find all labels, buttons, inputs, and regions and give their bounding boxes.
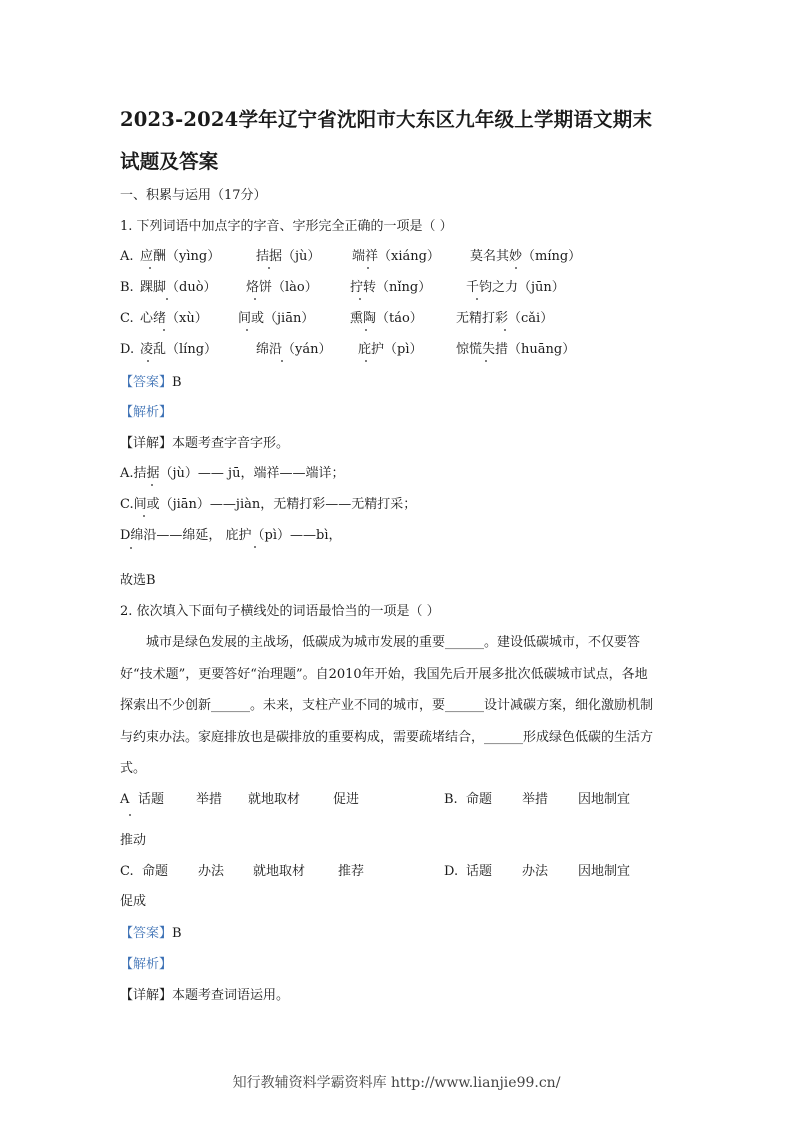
option-letter: B.	[120, 280, 134, 295]
emphasis-dot	[143, 515, 145, 517]
answer-value: B	[172, 375, 182, 390]
option-item: 惊慌失措（huāng）	[456, 342, 576, 357]
option-item: 烙饼（lào）	[246, 280, 318, 295]
option-item: 办法	[198, 864, 225, 879]
option-item: 命题	[466, 792, 493, 807]
option-item: 间或（jiān）	[238, 311, 315, 326]
page-footer: 知行教辅资料学霸资料库 http://www.lianjie99.cn/	[232, 1075, 561, 1091]
detail-text: 本题考查词语运用。	[172, 988, 290, 1003]
option-letter: C.	[120, 864, 134, 879]
q1-analysis-tag: 【解析】	[120, 405, 173, 420]
question-2-stem: 2. 依次填入下面句子横线处的词语最恰当的一项是（ ）	[120, 604, 440, 619]
q2-passage: 城市是绿色发展的主战场，低碳成为城市发展的重要______。建设低碳城市，不仅要答好“技术题”，更要答好“治理题”。自2010年开始，我国先后开展多批次低碳城市试点，各地探索出不少创新______。未来，支柱产业不同的城市，要______设计减碳方案，细化激励机制与约束办法。家庭排放也是碳排放的重要构成，需要疏堵结合，______形成绿色低碳的生活方式。	[120, 635, 654, 776]
emphasis-dot	[129, 814, 131, 816]
option-item: 话题	[466, 864, 493, 879]
q1-option-c	[120, 310, 600, 328]
emphasis-dot	[166, 298, 168, 300]
emphasis-dot	[254, 298, 256, 300]
option-item: 促进	[333, 792, 360, 807]
option-item: 莫名其妙（míng）	[470, 249, 582, 264]
page-title-line2: 试题及答案	[120, 150, 219, 173]
option-item: 庇护（pì）	[358, 342, 423, 357]
emphasis-dot	[149, 267, 151, 269]
emphasis-dot	[365, 329, 367, 331]
detail-tag: 【详解】	[120, 988, 173, 1003]
page-title: 2023-2024学年辽宁省沈阳市大东区九年级上学期语文期末	[120, 108, 653, 131]
option-item: 举措	[196, 792, 223, 807]
q1-detail	[120, 435, 289, 453]
option-item: 绵沿（yán）	[256, 342, 332, 357]
option-item: 推荐	[338, 864, 365, 879]
q1-option-b	[120, 279, 600, 297]
option-item: 因地制宜	[578, 792, 631, 807]
question-1-stem: 1. 下列词语中加点字的字音、字形完全正确的一项是（ ）	[120, 219, 453, 234]
q1-option-d	[120, 341, 600, 359]
q1-conclusion: 故选B	[120, 573, 156, 588]
detail-tag: 【详解】	[120, 436, 173, 451]
q2-option-row-1	[120, 791, 660, 809]
option-item: 无精打彩（cǎi）	[456, 311, 554, 326]
option-letter: C.	[120, 311, 134, 326]
option-item: 端祥（xiáng）	[352, 249, 440, 264]
answer-value: B	[172, 926, 182, 941]
option-item: 千钧之力（jūn）	[466, 280, 565, 295]
emphasis-dot	[515, 267, 517, 269]
option-item: 踝脚（duò）	[140, 280, 217, 295]
emphasis-dot	[268, 267, 270, 269]
q2-option-d-wrap: 促成	[120, 894, 147, 909]
section-heading: 一、积累与运用（17分）	[120, 188, 267, 203]
option-item: 就地取材	[253, 864, 306, 879]
emphasis-dot	[254, 546, 256, 548]
q1-detail-line-c: C.间或（jiān）——jiàn，无精打彩——无精打采；	[120, 497, 417, 512]
q1-answer	[120, 374, 182, 392]
q2-option-row-2	[120, 863, 660, 881]
detail-text: 本题考查字音字形。	[172, 436, 290, 451]
option-item: 举措	[522, 792, 549, 807]
option-item: 就地取材	[248, 792, 301, 807]
option-letter: D.	[120, 342, 135, 357]
emphasis-dot	[485, 360, 487, 362]
q2-detail	[120, 987, 289, 1005]
option-item: 命题	[142, 864, 169, 879]
emphasis-dot	[163, 329, 165, 331]
emphasis-dot	[151, 484, 153, 486]
option-item: 心绪（xù）	[140, 311, 208, 326]
emphasis-dot	[476, 298, 478, 300]
emphasis-dot	[130, 547, 132, 549]
option-letter: B.	[444, 792, 458, 807]
option-item: 熏陶（táo）	[350, 311, 423, 326]
emphasis-dot	[246, 329, 248, 331]
q1-option-a	[120, 248, 600, 266]
emphasis-dot	[359, 298, 361, 300]
option-item: 办法	[522, 864, 549, 879]
option-item: 应酬（yìng）	[140, 249, 221, 264]
emphasis-dot	[367, 267, 369, 269]
q1-detail-line-d: D绵沿——绵延， 庇护（pì）——bì，	[120, 528, 342, 543]
emphasis-dot	[147, 360, 149, 362]
option-item: 凌乱（líng）	[140, 342, 218, 357]
q2-analysis-tag: 【解析】	[120, 957, 173, 972]
option-item: 因地制宜	[578, 864, 631, 879]
emphasis-dot	[504, 329, 506, 331]
q2-answer	[120, 925, 182, 943]
q1-detail-line-a: A.拮据（jù）—— jū，端祥——端详；	[120, 466, 345, 481]
emphasis-dot	[365, 360, 367, 362]
answer-tag: 【答案】	[120, 926, 173, 941]
q2-option-b-wrap: 推动	[120, 833, 147, 848]
option-item: 拮据（jù）	[256, 249, 321, 264]
answer-tag: 【答案】	[120, 375, 173, 390]
option-letter: D.	[444, 864, 459, 879]
emphasis-dot	[281, 360, 283, 362]
option-letter: A	[120, 792, 130, 807]
option-letter: A.	[120, 249, 134, 264]
option-item: 话题	[138, 792, 165, 807]
option-item: 拧转（nǐng）	[350, 280, 432, 295]
